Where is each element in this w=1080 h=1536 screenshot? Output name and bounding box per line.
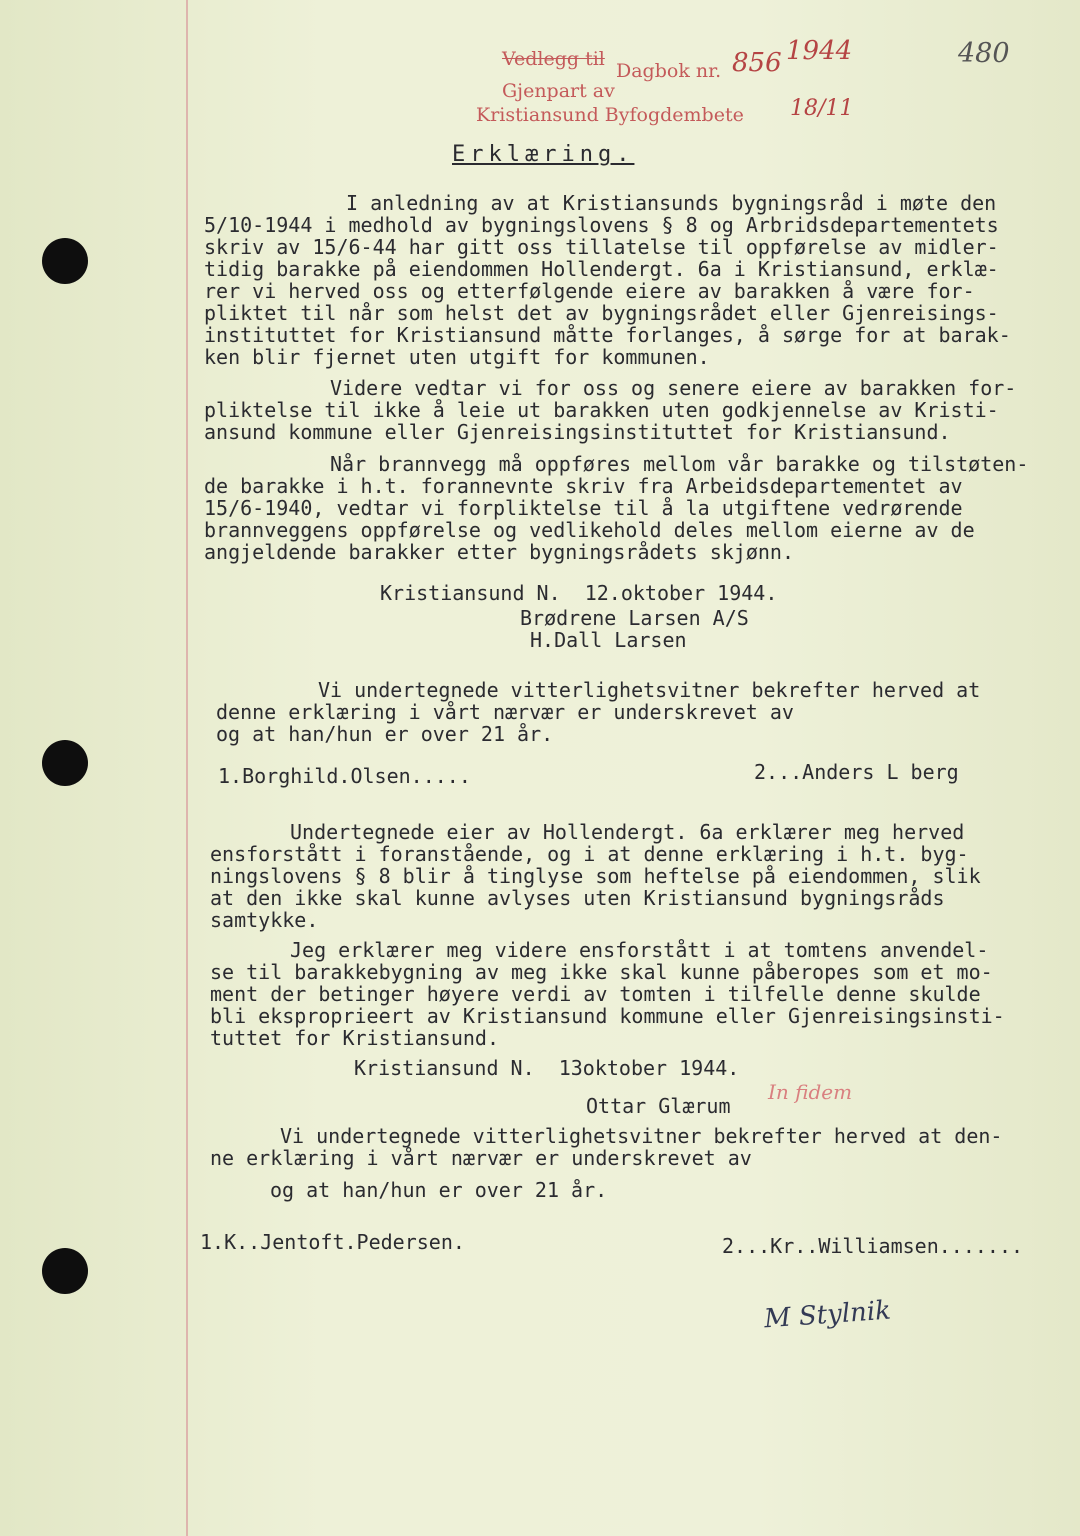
text-line: skriv av 15/6-44 har gitt oss tillatelse til oppførelse av midler- — [204, 235, 999, 259]
text-line: brannveggens oppførelse og vedlikehold deles mellom eierne av de — [204, 518, 975, 542]
stamp-year: 1944 — [786, 36, 853, 66]
signer-name-1: H.Dall Larsen — [530, 628, 687, 652]
text-line: I anledning av at Kristiansunds bygningsråd i møte den — [346, 191, 997, 215]
witness-2-second: 2...Kr..Williamsen....... — [722, 1234, 1024, 1258]
punch-hole-middle — [42, 740, 88, 786]
owner-text-line: Undertegnede eier av Hollendergt. 6a erklærer meg herved — [290, 820, 965, 844]
owner-text-line: bli eksproprieert av Kristiansund kommune eller Gjenreisingsinsti- — [210, 1004, 1005, 1028]
witness-text-line: Vi undertegnede vitterlighetsvitner bekrefter herved at den- — [280, 1124, 1003, 1148]
text-line: ken blir fjernet uten utgift for kommunen. — [204, 345, 710, 369]
text-line: Videre vedtar vi for oss og senere eiere av barakken for- — [330, 376, 1017, 400]
stamp-dagbok-label: Dagbok nr. — [616, 60, 722, 82]
owner-text-line: ment der betinger høyere verdi av tomten i tilfelle denne skulde — [210, 982, 981, 1006]
owner-text-line: Jeg erklærer meg videre ensforstått i at tomtens anvendel- — [290, 938, 989, 962]
punch-hole-top — [42, 238, 88, 284]
owner-text-line: ningslovens § 8 blir å tinglyse som heftelse på eiendommen, slik — [210, 864, 981, 888]
text-line: pliktet til når som helst det av bygningsrådet eller Gjenreisings- — [204, 301, 999, 325]
place-date-1: Kristiansund N. 12.oktober 1944. — [380, 581, 778, 605]
witness-2-first: 1.K..Jentoft.Pedersen. — [200, 1230, 465, 1254]
closing-signature: M Stylnik — [763, 1295, 892, 1335]
stamp-office: Kristiansund Byfogdembete — [476, 104, 744, 126]
witness-text-line: Vi undertegnede vitterlighetsvitner bekrefter herved at — [318, 678, 981, 702]
stamp-dagbok-number: 856 — [732, 48, 782, 78]
stamp-vedlegg-label: Vedlegg til — [502, 48, 605, 70]
text-line: tidig barakke på eiendommen Hollendergt. 6a i Kristiansund, erklæ- — [204, 257, 999, 281]
text-line: ansund kommune eller Gjenreisingsinstituttet for Kristiansund. — [204, 420, 951, 444]
witness-text-line: ne erklæring i vårt nærvær er underskrevet av — [210, 1146, 752, 1170]
owner-text-line: at den ikke skal kunne avlyses uten Kristiansund bygningsråds — [210, 886, 945, 910]
text-line: de barakke i h.t. forannevnte skriv fra Arbeidsdepartementet av — [204, 474, 963, 498]
text-line: Når brannvegg må oppføres mellom vår barakke og tilstøten- — [330, 452, 1029, 476]
signer-name-2: Ottar Glærum — [586, 1094, 731, 1118]
text-line: pliktelse til ikke å leie ut barakken uten godkjennelse av Kristi- — [204, 398, 999, 422]
witness-text-line: og at han/hun er over 21 år. — [216, 722, 554, 746]
witness-text-line: denne erklæring i vårt nærvær er underskrevet av — [216, 700, 794, 724]
owner-text-line: tuttet for Kristiansund. — [210, 1026, 499, 1050]
owner-text-line: samtykke. — [210, 908, 319, 932]
text-line: rer vi herved oss og etterfølgende eiere av barakken å være for- — [204, 279, 975, 303]
stamp-date: 18/11 — [790, 96, 854, 121]
witness-1-second: 2...Anders L berg — [754, 760, 959, 784]
margin-rule — [186, 0, 188, 1536]
witness-text-line: og at han/hun er over 21 år. — [270, 1178, 608, 1202]
text-line: 5/10-1944 i medhold av bygningslovens § 8 og Arbridsdepartementets — [204, 213, 999, 237]
in-fidem-stamp: In fidem — [768, 1080, 853, 1104]
text-line: angjeldende barakker etter bygningsrådets skjønn. — [204, 540, 795, 564]
witness-1-first: 1.Borghild.Olsen..... — [218, 764, 471, 788]
page-number: 480 — [958, 38, 1010, 69]
place-date-2: Kristiansund N. 13oktober 1944. — [354, 1056, 740, 1080]
owner-text-line: se til barakkebygning av meg ikke skal kunne påberopes som et mo- — [210, 960, 993, 984]
punch-hole-bottom — [42, 1248, 88, 1294]
text-line: instituttet for Kristiansund måtte forlanges, å sørge for at barak- — [204, 323, 1011, 347]
owner-text-line: ensforstått i foranstående, og i at denne erklæring i h.t. byg- — [210, 842, 969, 866]
signer-company: Brødrene Larsen A/S — [520, 606, 749, 630]
stamp-gjenpart: Gjenpart av — [502, 80, 615, 102]
text-line: 15/6-1940, vedtar vi forpliktelse til å la utgiftene vedrørende — [204, 496, 963, 520]
document-title: Erklæring. — [452, 142, 635, 167]
